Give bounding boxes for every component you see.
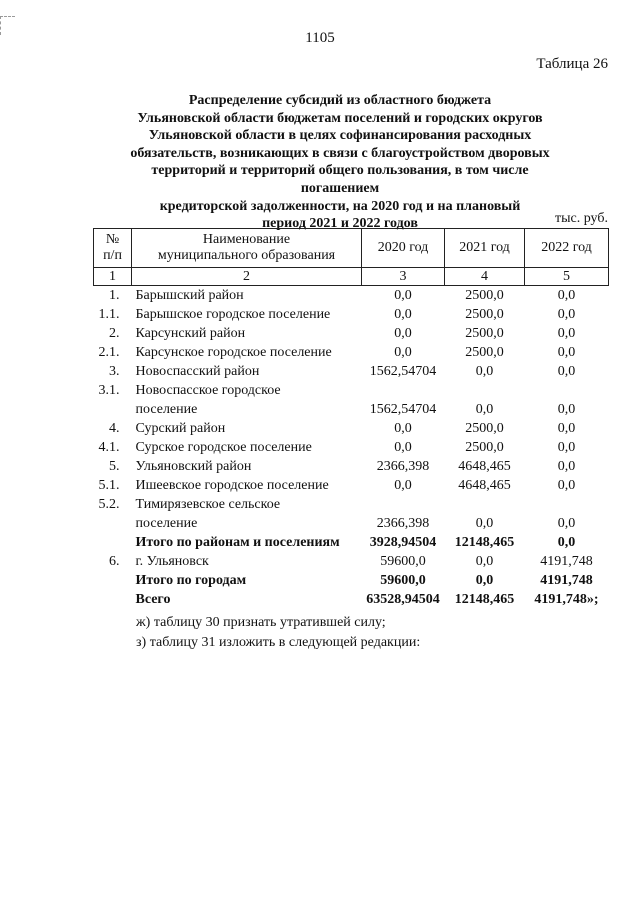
row-number: 2.1. [98, 345, 120, 360]
row-value-2021: 2500,0 [465, 288, 504, 303]
row-value-2020: 0,0 [394, 345, 412, 360]
row-value-2021: 0,0 [475, 402, 494, 417]
row-value-2020: 0,0 [394, 307, 412, 322]
row-value-2022: 0,0 [557, 440, 576, 455]
row-number: 2. [109, 326, 120, 341]
row-number: 5.2. [98, 497, 120, 512]
table-row [94, 324, 609, 343]
header-municipality: Наименование муниципального образования [132, 229, 362, 268]
title-line: обязательств, возникающих в связи с благоустройством дворовых [130, 145, 550, 161]
row-value-2021: 2500,0 [465, 421, 504, 436]
document-title [120, 92, 560, 233]
header-number: № п/п [94, 229, 132, 268]
table-header-row [94, 229, 609, 268]
row-name: Итого по районам и поселениям [135, 535, 340, 550]
table-row [94, 305, 609, 324]
row-number: 3.1. [98, 383, 120, 398]
row-value-2022: 0,0 [557, 402, 576, 417]
subtotal-row [94, 571, 609, 590]
row-name: Тимирязевское сельское поселение [135, 497, 281, 531]
row-value-2020: 0,0 [394, 288, 412, 303]
row-name: Карсунское городское поселение [135, 345, 332, 360]
row-value-2021: 2500,0 [465, 307, 504, 322]
amendment-note: ж) таблицу 30 признать утратившей силу; [136, 615, 386, 630]
row-number: 5. [109, 459, 120, 474]
table-row [94, 476, 609, 495]
table-row [94, 286, 609, 306]
row-number: 5.1. [98, 478, 120, 493]
amendment-note: з) таблицу 31 изложить в следующей редакции: [136, 635, 421, 650]
table-row [94, 343, 609, 362]
row-value-2022: 4191,748»; [534, 592, 599, 607]
page-number: 1105 [305, 30, 335, 46]
title-line: период 2021 и 2022 годов [262, 216, 418, 232]
row-value-2022: 0,0 [557, 421, 576, 436]
header-year-2022: 2022 год [525, 229, 609, 268]
table-row [94, 457, 609, 476]
row-value-2021: 0,0 [475, 573, 494, 588]
table-index-row [94, 268, 609, 286]
row-number [94, 533, 132, 552]
header-year-2020: 2020 год [362, 229, 445, 268]
total-row [94, 590, 609, 609]
row-value-2021: 0,0 [475, 364, 494, 379]
title-line: Распределение субсидий из областного бюджета [188, 93, 492, 108]
row-value-2021: 4648,465 [458, 459, 511, 474]
units-label: тыс. руб. [555, 211, 608, 226]
row-value-2022: 0,0 [557, 364, 576, 379]
row-name: Сурский район [135, 421, 226, 436]
row-name: Карсунский район [135, 326, 246, 341]
row-value-2021: 4648,465 [458, 478, 511, 493]
table-row [94, 381, 609, 419]
row-value-2020: 0,0 [394, 478, 412, 493]
row-value-2022: 0,0 [557, 516, 576, 531]
row-value-2020: 59600,0 [380, 573, 426, 588]
row-name: Ульяновский район [135, 459, 252, 474]
row-value-2021: 12148,465 [454, 535, 515, 550]
row-value-2020: 0,0 [394, 440, 412, 455]
title-line: кредиторской задолженности, на 2020 год и на плановый [159, 198, 521, 214]
row-value-2020: 1562,54704 [369, 364, 437, 379]
row-value-2020: 1562,54704 [369, 402, 437, 417]
title-line: Ульяновской области бюджетам поселений и городских округов [137, 110, 543, 126]
row-name: Барышский район [135, 288, 244, 303]
table-row [94, 495, 609, 533]
header-year-2021: 2021 год [445, 229, 525, 268]
row-number: 4. [109, 421, 120, 436]
row-value-2021: 0,0 [475, 554, 494, 569]
row-value-2020: 63528,94504 [366, 592, 440, 607]
title-line: Ульяновской области в целях софинансирования расходных [148, 128, 532, 144]
row-number: 3. [109, 364, 120, 379]
row-value-2022: 0,0 [557, 478, 576, 493]
row-number: 6. [109, 554, 120, 569]
row-value-2020: 2366,398 [376, 516, 430, 531]
index-cell: 1 [94, 268, 132, 286]
index-cell: 4 [445, 268, 525, 286]
index-cell: 3 [362, 268, 445, 286]
row-value-2021: 12148,465 [454, 592, 515, 607]
table-label: Таблица 26 [536, 56, 608, 72]
row-name: Всего [135, 592, 171, 607]
index-cell: 2 [132, 268, 362, 286]
row-number: 1.1. [98, 307, 120, 322]
row-name: Новоспасское городское поселение [135, 383, 281, 417]
row-value-2022: 0,0 [557, 326, 576, 341]
table-row [94, 552, 609, 571]
row-value-2021: 2500,0 [465, 326, 504, 341]
row-value-2022: 0,0 [557, 307, 576, 322]
row-number: 4.1. [98, 440, 120, 455]
row-value-2021: 0,0 [475, 516, 494, 531]
table-row [94, 419, 609, 438]
row-value-2020: 59600,0 [380, 554, 426, 569]
row-value-2022: 0,0 [557, 535, 576, 550]
row-value-2020: 2366,398 [376, 459, 430, 474]
table-row [94, 362, 609, 381]
title-line: территорий и территорий общего пользования, в том числе погашением [151, 163, 529, 196]
row-value-2022: 0,0 [557, 345, 576, 360]
row-name: Барышское городское поселение [135, 307, 331, 322]
row-number: 1. [109, 288, 120, 303]
row-value-2021: 2500,0 [465, 440, 504, 455]
index-cell: 5 [525, 268, 609, 286]
row-value-2022: 4191,748 [540, 554, 593, 569]
row-value-2022: 4191,748 [540, 573, 593, 588]
row-number [94, 571, 132, 590]
row-value-2022: 0,0 [557, 288, 576, 303]
row-value-2020: 3928,94504 [369, 535, 437, 550]
row-value-2021: 2500,0 [465, 345, 504, 360]
row-name: г. Ульяновск [135, 554, 209, 569]
row-name: Итого по городам [135, 573, 247, 588]
table-row [94, 438, 609, 457]
row-name: Сурское городское поселение [135, 440, 312, 455]
row-value-2022: 0,0 [557, 459, 576, 474]
row-number [94, 590, 132, 609]
row-value-2020: 0,0 [394, 326, 412, 341]
row-name: Ишеевское городское поселение [135, 478, 329, 493]
subtotal-row [94, 533, 609, 552]
row-name: Новоспасский район [135, 364, 260, 379]
subsidy-table [93, 228, 609, 609]
row-value-2020: 0,0 [394, 421, 412, 436]
